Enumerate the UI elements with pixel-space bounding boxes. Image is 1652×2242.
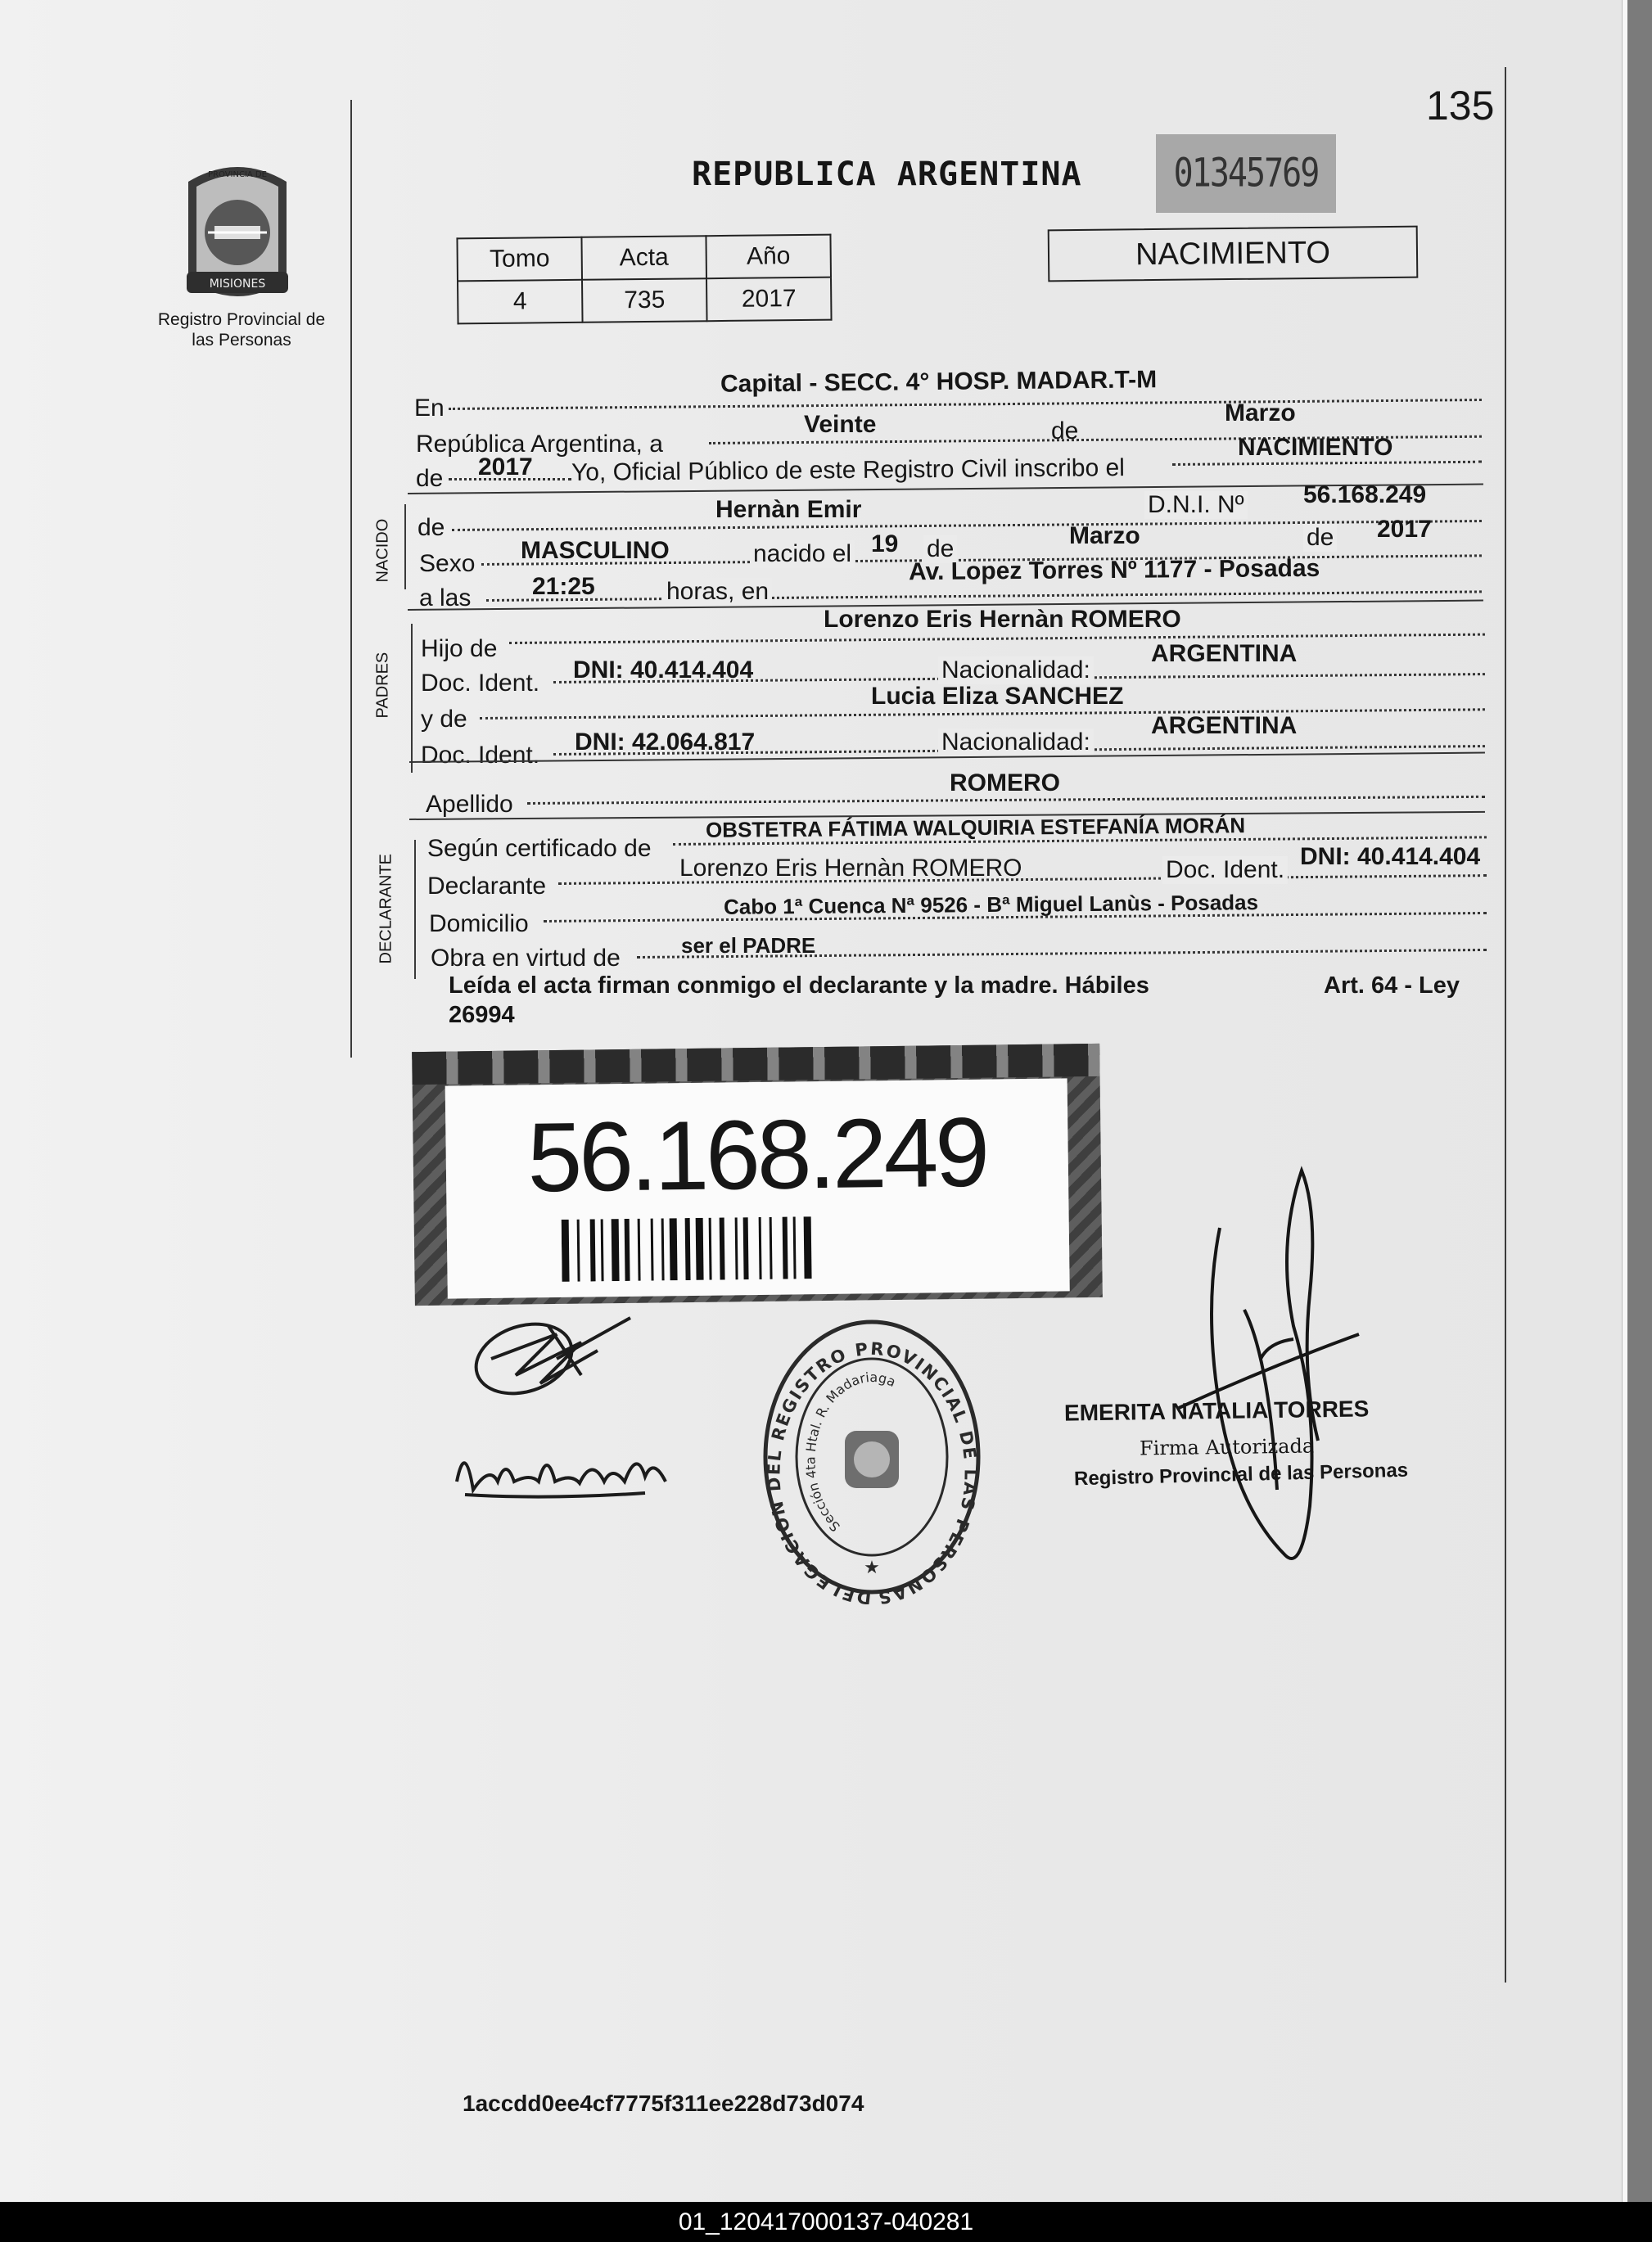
mother-doc-value: DNI: 42.064.817: [575, 729, 756, 756]
yde-label: y de: [421, 706, 467, 733]
file-id-footer: 01_120417000137-040281: [0, 2202, 1652, 2242]
stamp-inner-text: Sección 4ta Htal. R. Madariaga: [802, 1369, 899, 1535]
alas-label: a las: [419, 584, 472, 611]
nacido-de-label2: de: [923, 535, 957, 563]
province-seal-logo: [172, 157, 303, 306]
sexo-label: Sexo: [419, 550, 476, 577]
closing-statement: [449, 971, 1460, 1030]
barcode-label: [412, 1044, 1103, 1306]
birth-day-value: 19: [871, 530, 899, 557]
seal-lettering: MISIONES: [209, 277, 266, 291]
stamp-outer-text: DELEGACION DEL REGISTRO PROVINCIAL DE LAS PERSONAS: [764, 1338, 981, 1604]
father-value: Lorenzo Eris Hernàn ROMERO: [824, 606, 1181, 633]
apellido-value: ROMERO: [950, 769, 1060, 796]
father-nac-value: ARGENTINA: [1151, 640, 1298, 667]
year-value: 2017: [478, 453, 533, 480]
domicilio-value: Cabo 1ª Cuenca Nª 9526 - Bª Miguel Lanùs - Posadas: [723, 890, 1259, 919]
hijo-line: [509, 634, 1485, 644]
right-margin-rule: [1505, 67, 1506, 1983]
nacido-el-label: nacido el: [750, 540, 855, 568]
official-signature-scribble: [1146, 1162, 1392, 1588]
nacido-bracket: [404, 504, 406, 589]
certificado-label: Según certificado de: [427, 835, 652, 862]
stamp-star-icon: ★: [864, 1557, 880, 1577]
record-type-box: NACIMIENTO: [1048, 226, 1419, 282]
obra-label: Obra en virtud de: [431, 945, 621, 972]
place-value: Av. Lopez Torres Nº 1177 - Posadas: [908, 554, 1320, 586]
declarante-value: Lorenzo Eris Hernàn ROMERO: [679, 855, 1022, 882]
left-margin-rule: [350, 100, 352, 1058]
republica-label: República Argentina, a: [416, 431, 663, 458]
page-number: 135: [1426, 83, 1495, 129]
horas-label: horas, en: [663, 578, 772, 606]
hijo-label: Hijo de: [421, 635, 498, 662]
oficial-text: Yo, Oficial Público de este Registro Civil inscribo el: [571, 454, 1126, 486]
signature-1: [458, 1310, 671, 1408]
alas-line: [486, 590, 1482, 602]
day-value: Veinte: [804, 411, 877, 438]
mother-value: Lucia Eliza SANCHEZ: [871, 683, 1124, 710]
acta-header-tomo: Tomo: [457, 237, 582, 282]
acta-header-acta: Acta: [581, 236, 706, 280]
registry-name: Registro Provincial de las Personas: [157, 310, 326, 350]
paper-edge: [1622, 0, 1627, 2202]
declarante-doc-value: DNI: 40.414.404: [1300, 843, 1481, 870]
acta-header-ano: Año: [706, 235, 831, 279]
barcode-bars: [562, 1215, 955, 1282]
document-hash: 1accdd0ee4cf7775f311ee228d73d074: [463, 2091, 864, 2116]
nacido-name-value: Hernàn Emir: [715, 496, 862, 523]
father-doc-value: DNI: 40.414.404: [573, 656, 754, 683]
declarante-label: Declarante: [427, 873, 547, 900]
acta-value-acta: 735: [582, 278, 707, 323]
closing-law-ref: Art. 64 - Ley: [1324, 972, 1460, 999]
official-role: Firma Autorizada: [1139, 1434, 1315, 1460]
apellido-label: Apellido: [426, 791, 513, 818]
birth-month-value: Marzo: [1069, 522, 1140, 549]
declarante-doc-label: Doc. Ident.: [1162, 856, 1288, 884]
domicilio-label: Domicilio: [429, 910, 529, 937]
en-label: En: [414, 395, 445, 422]
closing-law-number: 26994: [449, 1002, 515, 1028]
declarante-bracket: [414, 840, 416, 979]
acta-value-ano: 2017: [706, 277, 832, 322]
mother-doc-label: Doc. Ident.: [421, 742, 540, 769]
declarante-side-label: DECLARANTE: [377, 854, 395, 964]
birth-year-value: 2017: [1377, 516, 1432, 543]
nacido-side-label: NACIDO: [373, 518, 392, 583]
svg-text:PROVINCIA DE: PROVINCIA DE: [208, 170, 267, 179]
obra-value: ser el PADRE: [681, 933, 816, 958]
closing-text: Leída el acta firman conmigo el declarante y la madre. Hábiles: [449, 972, 1149, 999]
nacido-de-label: de: [418, 514, 445, 541]
dni-value: 56.168.249: [1303, 481, 1427, 508]
barcode-panel: [445, 1078, 1070, 1298]
en-value: Capital - SECC. 4° HOSP. MADAR.T-M: [720, 366, 1158, 398]
acta-value-tomo: 4: [458, 280, 583, 324]
dni-label: D.N.I. Nº: [1144, 491, 1248, 519]
en-line: [449, 399, 1482, 410]
barcode-number: 56.168.249: [526, 1097, 987, 1213]
official-org: Registro Provincial de las Personas: [1073, 1459, 1409, 1491]
sexo-value: MASCULINO: [521, 537, 670, 564]
official-name: EMERITA NATALIA TORRES: [1063, 1396, 1370, 1426]
father-nac-label: Nacionalidad:: [938, 656, 1094, 684]
de2-label: de: [416, 465, 444, 492]
country-title: REPUBLICA ARGENTINA: [692, 156, 1082, 193]
acta-table: [456, 234, 832, 325]
mother-nac-value: ARGENTINA: [1151, 712, 1298, 739]
time-value: 21:25: [532, 573, 595, 600]
certificado-value: OBSTETRA FÁTIMA WALQUIRIA ESTEFANÍA MORÁN: [705, 813, 1246, 842]
signature-2: [449, 1424, 678, 1514]
delegation-stamp: [753, 1310, 991, 1604]
type-value: NACIMIENTO: [1238, 434, 1393, 461]
nacido-de-label3: de: [1303, 524, 1337, 552]
padres-bracket: [411, 624, 413, 773]
father-doc-label: Doc. Ident.: [421, 670, 540, 697]
serial-number: 01345769: [1156, 134, 1336, 213]
year-line: [449, 478, 571, 480]
padres-side-label: PADRES: [373, 652, 392, 719]
mother-nac-label: Nacionalidad:: [938, 729, 1094, 756]
month-value: Marzo: [1225, 399, 1296, 426]
de-label: de: [1051, 417, 1079, 444]
